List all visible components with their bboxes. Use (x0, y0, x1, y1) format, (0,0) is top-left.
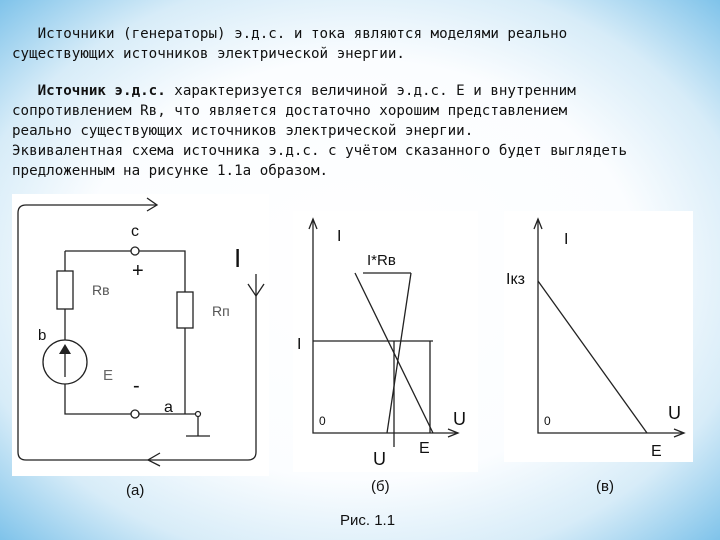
emf-e-label: E (651, 443, 662, 460)
figure-b-load-line (293, 211, 478, 472)
emf-line-4: Эквивалентная схема источника э.д.с. с учётом сказанного будет выглядеть (12, 143, 627, 159)
intro-line-2: существующих источников электрической энергии. (12, 46, 405, 62)
emf-line-1-rest: характеризуется величиной э.д.с. E и внутренним (165, 83, 576, 99)
paragraph-intro (12, 24, 680, 64)
figure-c-characteristic (504, 211, 693, 462)
paragraph-emf-source (12, 81, 680, 181)
emf-line-1 (12, 81, 680, 101)
figure-title: Рис. 1.1 (340, 512, 396, 529)
origin-label: 0 (319, 414, 326, 428)
caption-b: (б) (371, 478, 390, 495)
caption-a: (а) (126, 482, 145, 499)
intro-line-1: Источники (генераторы) э.д.с. и тока являются моделями реально (12, 26, 568, 42)
current-label: I (234, 243, 242, 273)
node-b-label: b (38, 327, 47, 344)
axis-i-label: I (564, 231, 569, 248)
drop-label: I*Rв (367, 252, 396, 269)
emf-line-3: реально существующих источников электрической энергии. (12, 123, 474, 139)
axis-i-label: I (337, 228, 342, 245)
minus-sign: - (133, 375, 140, 397)
source-label: E (103, 367, 114, 384)
emf-term: Источник э.д.с. (12, 83, 166, 99)
emf-e-label: E (419, 440, 430, 457)
internal-resistor-label: Rв (92, 282, 110, 298)
axis-u-label: U (668, 403, 681, 423)
emf-line-2: сопротивлением Rв, что является достаточно хорошим представлением (12, 103, 568, 119)
caption-c: (в) (596, 478, 614, 495)
current-level-label: I (297, 336, 302, 353)
load-resistor-label: Rп (212, 303, 230, 319)
axis-u-label: U (453, 409, 466, 429)
plus-sign: + (132, 260, 144, 282)
voltage-value-label: U (373, 449, 386, 469)
node-c-label: c (131, 223, 139, 240)
emf-line-5: предложенным на рисунке 1.1а образом. (12, 163, 329, 179)
short-circuit-current-label: Iкз (506, 271, 525, 288)
origin-label: 0 (544, 414, 551, 428)
node-a-label: a (164, 399, 173, 416)
figure-a-circuit (12, 194, 269, 476)
